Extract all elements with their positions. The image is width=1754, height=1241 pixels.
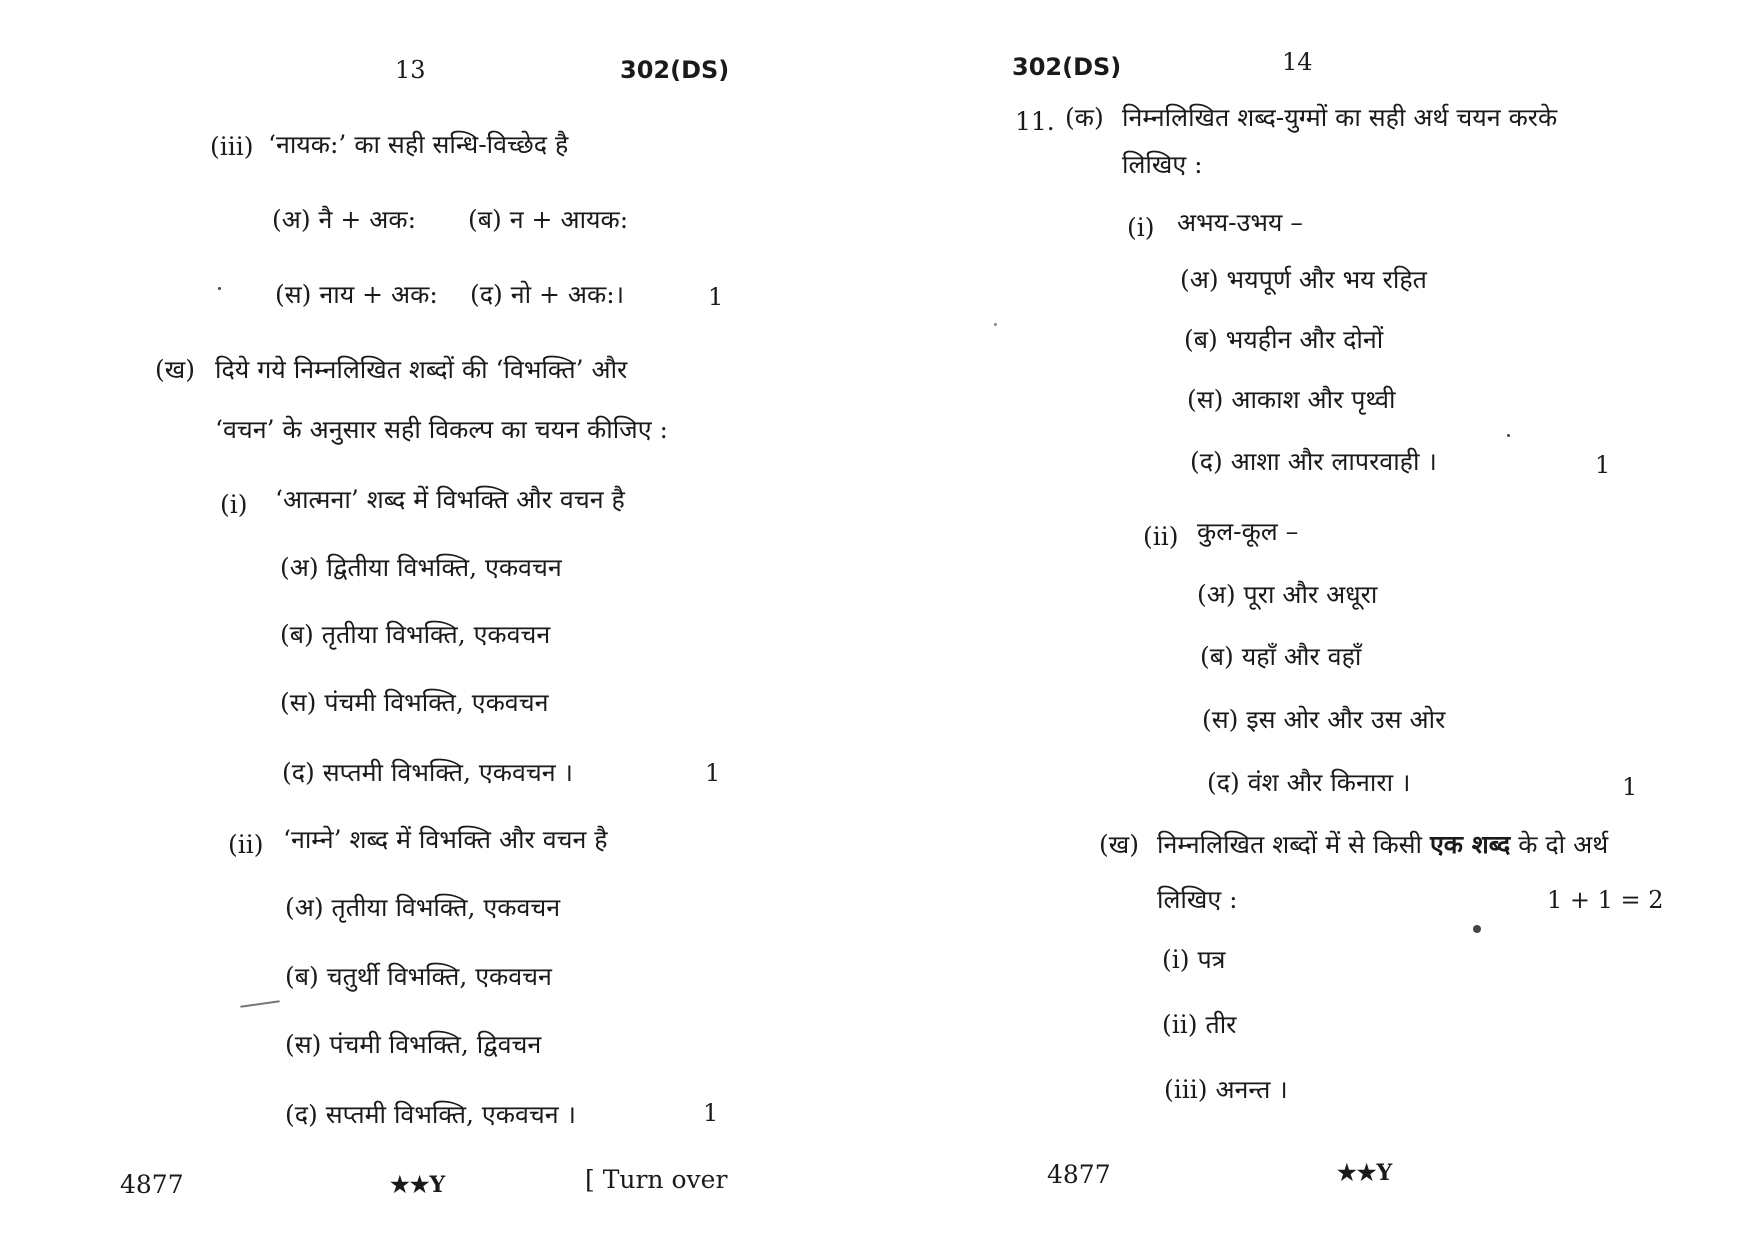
scan-speck [1473,925,1481,933]
scan-speck [994,323,997,326]
question-ii-text: ‘नाम्ने’ शब्द में विभक्ति और वचन है [283,825,608,854]
question-kha-line2: ‘वचन’ के अनुसार सही विकल्प का चयन कीजिए : [215,415,668,444]
option-b: (ब) यहाँ और वहाँ [1200,642,1362,671]
question-11-line1: निम्नलिखित शब्द-युग्मों का सही अर्थ चयन करके [1122,103,1558,132]
option-a: (अ) द्वितीया विभक्ति, एकवचन [280,553,562,582]
option-b: (ब) न + आयक: [468,205,629,234]
turn-over-label: [ Turn over [585,1165,728,1194]
marks: 1 + 1 = 2 [1547,886,1664,914]
marks: 1 [708,283,724,311]
option-d: (द) नो + अक:। [470,280,625,309]
option-c: (स) पंचमी विभक्ति, एकवचन [280,688,549,717]
question-11-number: 11. [1015,107,1055,136]
marks: 1 [703,1099,719,1127]
question-i-number: (i) [220,490,248,519]
question-kha-label: (ख) [155,355,195,384]
option-a: (अ) तृतीया विभक्ति, एकवचन [285,893,561,922]
marks: 1 [705,759,721,787]
question-kha-text-after: के दो अर्थ [1510,830,1609,859]
question-kha-text-before: निम्नलिखित शब्दों में से किसी [1157,830,1430,859]
right-page [877,0,1754,1241]
question-kha-line1: दिये गये निम्नलिखित शब्दों की ‘विभक्ति’ और [215,355,628,384]
scan-mark [240,1000,280,1008]
option-c: (स) नाय + अक: [275,280,438,309]
page-number: 14 [1282,48,1313,76]
question-11-line2: लिखिए : [1122,150,1203,179]
footer-stars: ★★Y [1337,1160,1393,1186]
marks: 1 [1622,773,1638,801]
word-item-i: (i) पत्र [1162,945,1226,974]
option-c: (स) आकाश और पृथ्वी [1187,385,1396,414]
footer-stars: ★★Y [390,1172,446,1198]
question-i-number: (i) [1127,213,1155,242]
question-ii-text: कुल-कूल – [1197,517,1299,546]
option-d: (द) सप्तमी विभक्ति, एकवचन । [282,758,574,787]
option-c: (स) पंचमी विभक्ति, द्विवचन [285,1030,542,1059]
question-kha-line1 [1157,830,1608,860]
question-ii-number: (ii) [228,830,264,859]
option-a: (अ) नै + अक: [272,205,416,234]
question-ii-number: (ii) [1143,522,1179,551]
question-kha-label: (ख) [1099,830,1139,859]
question-kha-line2: लिखिए : [1157,885,1238,914]
option-a: (अ) भयपूर्ण और भय रहित [1180,265,1427,294]
question-kha-bold: एक शब्द [1429,830,1511,859]
page-number: 13 [395,56,426,84]
option-d: (द) वंश और किनारा । [1207,768,1411,797]
paper-code: 302(DS) [1012,53,1122,81]
scan-speck [1507,434,1510,437]
option-c: (स) इस ओर और उस ओर [1202,705,1446,734]
option-b: (ब) तृतीया विभक्ति, एकवचन [280,620,551,649]
scan-speck [218,287,221,290]
question-i-text: अभय-उभय – [1177,208,1303,237]
word-item-ii: (ii) तीर [1162,1010,1237,1039]
question-11-part-ka: (क) [1065,103,1104,132]
footer-code: 4877 [1047,1160,1111,1189]
paper-code: 302(DS) [620,56,730,84]
option-a: (अ) पूरा और अधूरा [1197,580,1378,609]
option-d: (द) आशा और लापरवाही । [1190,447,1437,476]
question-iii-text: ‘नायक:’ का सही सन्धि-विच्छेद है [268,130,569,159]
option-b: (ब) चतुर्थी विभक्ति, एकवचन [285,962,552,991]
option-b: (ब) भयहीन और दोनों [1184,325,1384,354]
word-item-iii: (iii) अनन्त । [1164,1075,1288,1104]
option-d: (द) सप्तमी विभक्ति, एकवचन । [285,1100,577,1129]
question-iii-number: (iii) [210,132,254,161]
footer-code: 4877 [120,1170,184,1199]
marks: 1 [1595,451,1611,479]
question-i-text: ‘आत्मना’ शब्द में विभक्ति और वचन है [275,485,625,514]
